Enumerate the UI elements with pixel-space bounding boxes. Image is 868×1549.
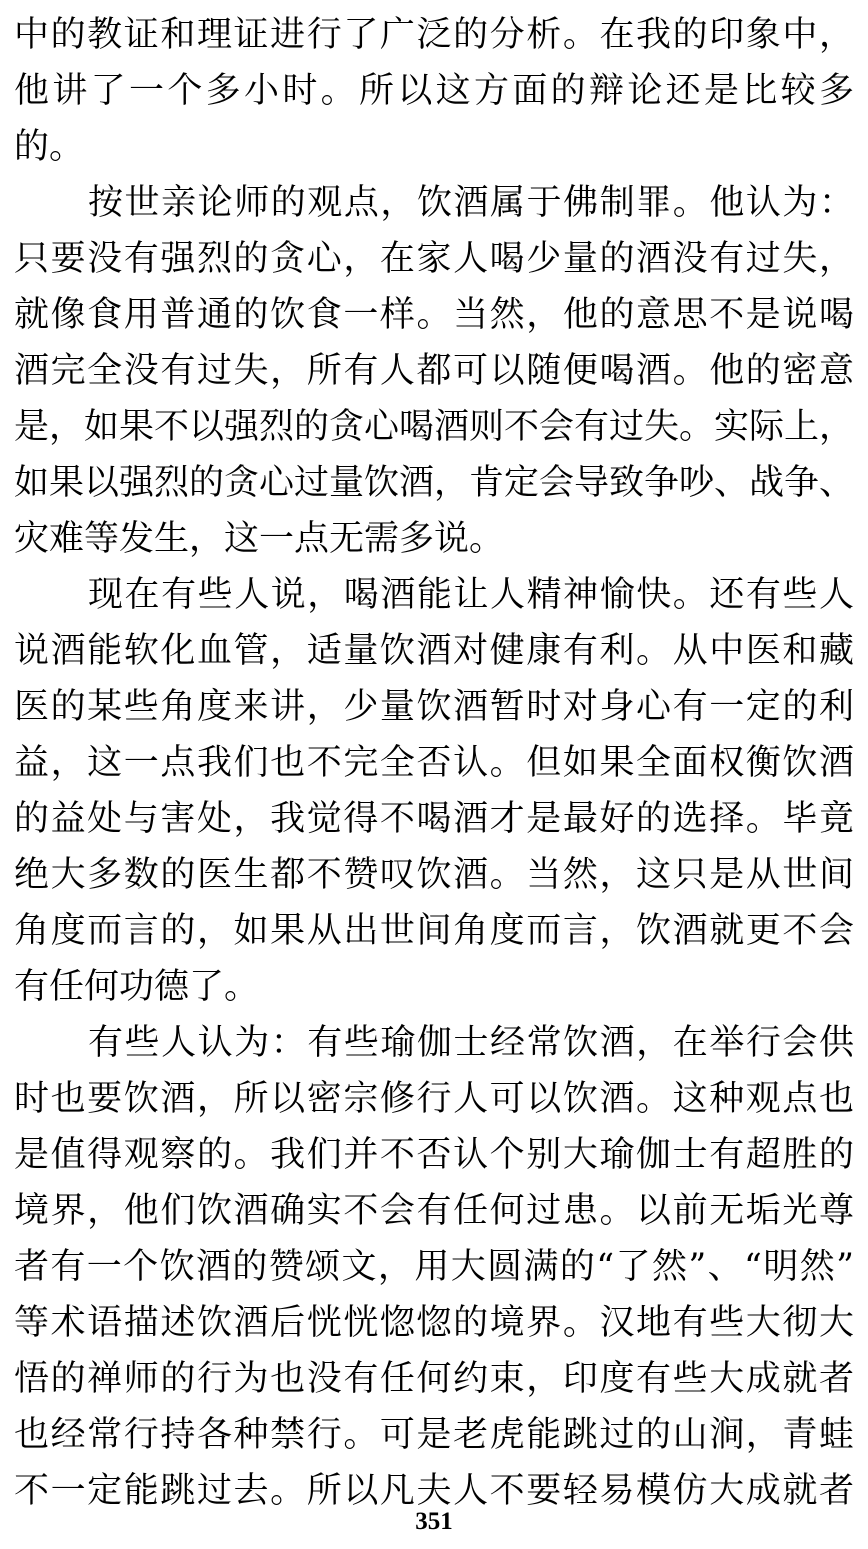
text-line: 是，如果不以强烈的贪心喝酒则不会有过失。实际上，	[14, 407, 854, 447]
text-line: 中的教证和理证进行了广泛的分析。在我的印象中，	[14, 15, 854, 55]
paragraph-first-line: 有些人认为：有些瑜伽士经常饮酒，在举行会供	[88, 1023, 854, 1063]
text-line: 也经常行持各种禁行。可是老虎能跳过的山涧，青蛙	[14, 1415, 854, 1455]
paragraph-first-line: 现在有些人说，喝酒能让人精神愉快。还有些人	[88, 575, 854, 615]
text-line: 如果以强烈的贪心过量饮酒，肯定会导致争吵、战争、	[14, 463, 854, 503]
text-line: 医的某些角度来讲，少量饮酒暂时对身心有一定的利	[14, 687, 854, 727]
text-line: 不一定能跳过去。所以凡夫人不要轻易模仿大成就者	[14, 1471, 854, 1511]
text-line: 时也要饮酒，所以密宗修行人可以饮酒。这种观点也	[14, 1079, 854, 1119]
text-line: 的益处与害处，我觉得不喝酒才是最好的选择。毕竟	[14, 799, 854, 839]
text-line: 悟的禅师的行为也没有任何约束，印度有些大成就者	[14, 1359, 854, 1399]
text-line: 灾难等发生，这一点无需多说。	[14, 519, 505, 559]
text-line: 者有一个饮酒的赞颂文，用大圆满的“了然”、“明然”	[14, 1247, 854, 1287]
text-line: 只要没有强烈的贪心，在家人喝少量的酒没有过失，	[14, 239, 854, 279]
text-line: 是值得观察的。我们并不否认个别大瑜伽士有超胜的	[14, 1135, 854, 1175]
text-line: 酒完全没有过失，所有人都可以随便喝酒。他的密意	[14, 351, 854, 391]
text-line: 说酒能软化血管，适量饮酒对健康有利。从中医和藏	[14, 631, 854, 671]
text-line: 境界，他们饮酒确实不会有任何过患。以前无垢光尊	[14, 1191, 854, 1231]
text-line: 绝大多数的医生都不赞叹饮酒。当然，这只是从世间	[14, 855, 854, 895]
text-line: 角度而言的，如果从出世间角度而言，饮酒就更不会	[14, 911, 854, 951]
text-line: 益，这一点我们也不完全否认。但如果全面权衡饮酒	[14, 743, 854, 783]
text-line: 有任何功德了。	[14, 967, 260, 1007]
text-line: 的。	[14, 127, 85, 167]
text-line: 他讲了一个多小时。所以这方面的辩论还是比较多	[14, 71, 854, 111]
paragraph-first-line: 按世亲论师的观点，饮酒属于佛制罪。他认为：	[88, 183, 854, 223]
text-line: 等术语描述饮酒后恍恍惚惚的境界。汉地有些大彻大	[14, 1303, 854, 1343]
text-line: 就像食用普通的饮食一样。当然，他的意思不是说喝	[14, 295, 854, 335]
page-number: 351	[415, 1508, 453, 1535]
